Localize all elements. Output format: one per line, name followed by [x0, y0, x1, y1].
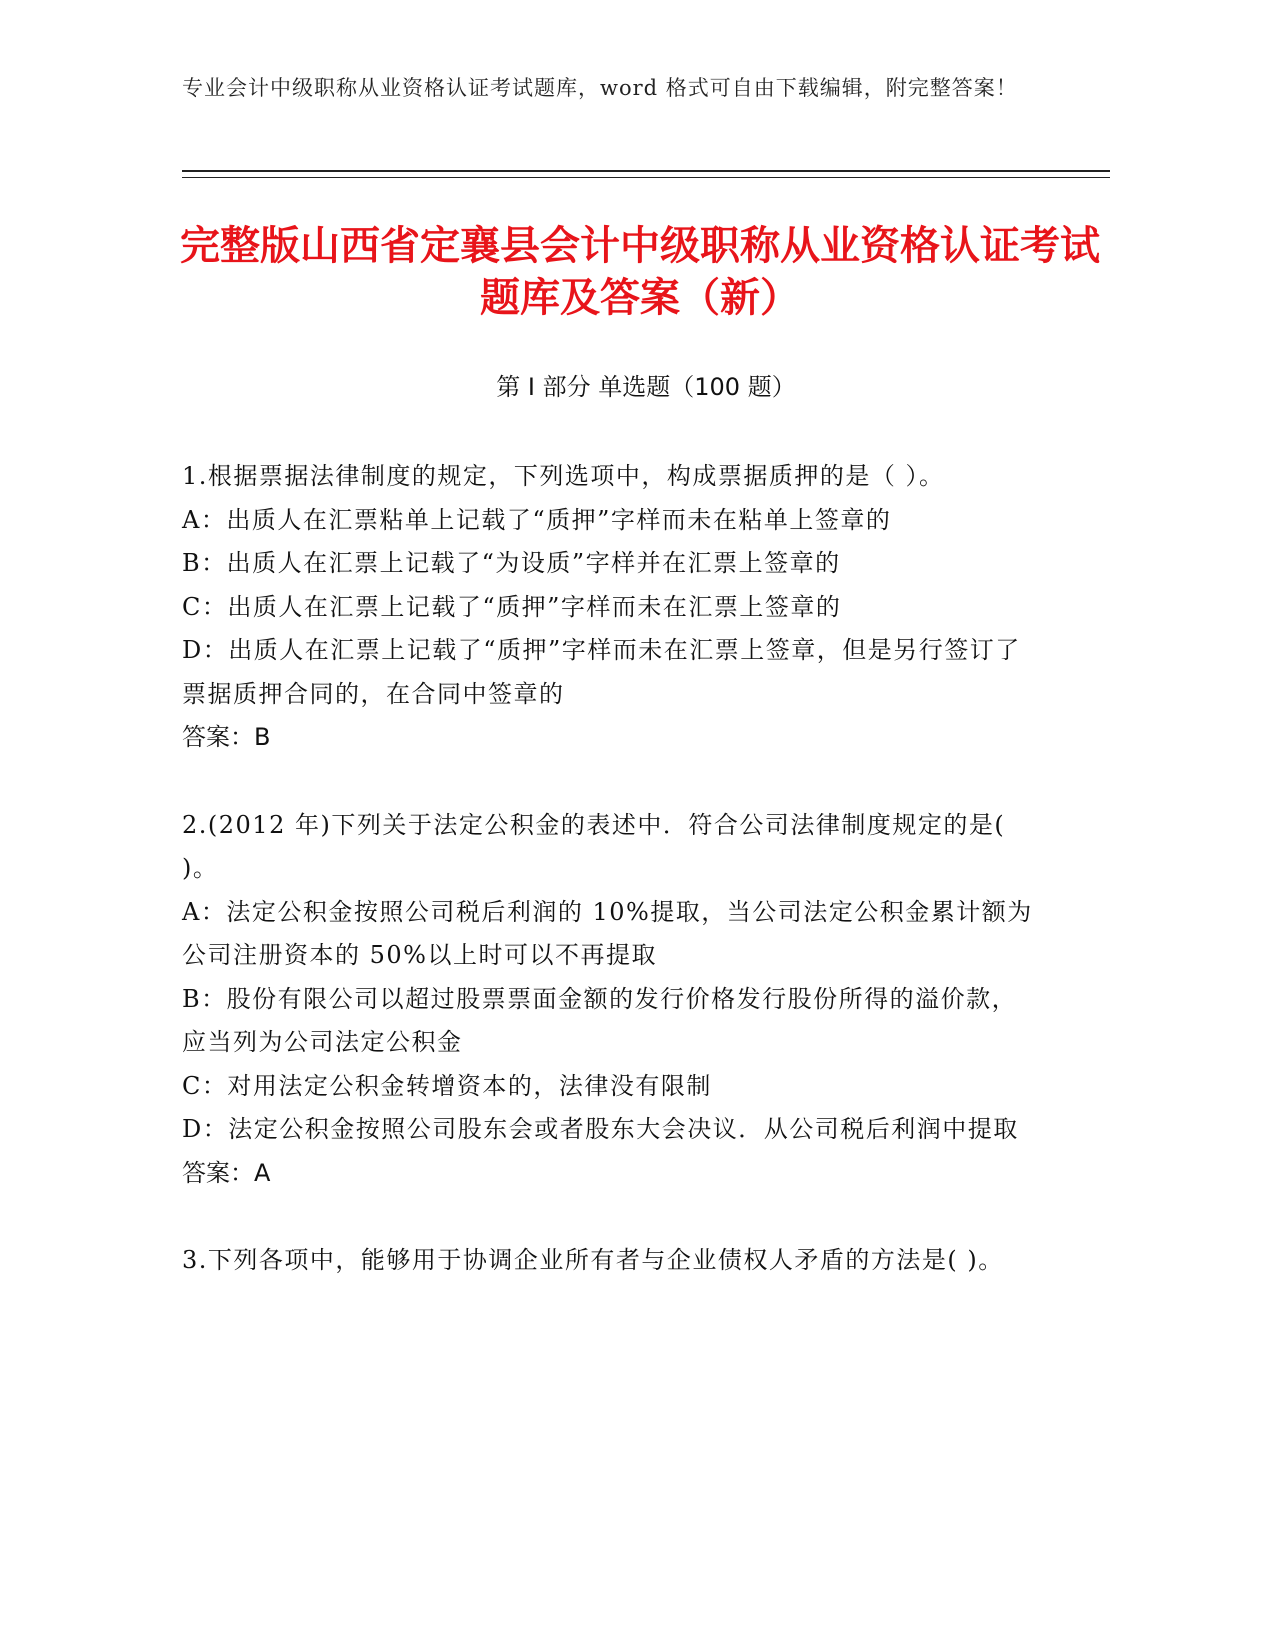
- question-list: [182, 455, 1042, 1327]
- option-c: C：对用法定公积金转增资本的，法律没有限制: [182, 1071, 712, 1100]
- option-c: C：出质人在汇票上记载了“质押”字样而未在汇票上签章的: [182, 592, 842, 621]
- option-a: A：法定公积金按照公司税后利润的 10%提取，当公司法定公积金累计额为公司注册资本的 50%以上时可以不再提取: [182, 897, 1033, 969]
- option-b: B：出质人在汇票上记载了“为设质”字样并在汇票上签章的: [182, 549, 841, 577]
- answer: 答案：A: [182, 1158, 271, 1187]
- option-d: D：法定公积金按照公司股东会或者股东大会决议．从公司税后利润中提取: [182, 1115, 1019, 1143]
- header-divider: [182, 170, 1110, 172]
- question-2: [182, 804, 1042, 1196]
- section-heading: 第 I 部分 单选题（100 题）: [496, 373, 796, 401]
- question-3: [182, 1239, 1042, 1283]
- question-stem: 3.下列各项中，能够用于协调企业所有者与企业债权人矛盾的方法是( )。: [182, 1246, 1004, 1274]
- question-stem: 2.(2012 年)下列关于法定公积金的表述中．符合公司法律制度规定的是( )。: [182, 810, 1006, 882]
- document-title: 完整版山西省定襄县会计中级职称从业资格认证考试题库及答案（新）: [180, 223, 1100, 321]
- answer: 答案：B: [182, 723, 271, 751]
- option-a: A：出质人在汇票粘单上记载了“质押”字样而未在粘单上签章的: [182, 505, 892, 534]
- question-stem: 1.根据票据法律制度的规定，下列选项中，构成票据质押的是（ ）。: [182, 462, 945, 490]
- option-d: D：出质人在汇票上记载了“质押”字样而未在汇票上签章，但是另行签订了票据质押合同的，在合同中签章的: [182, 636, 1021, 708]
- question-1: [182, 455, 1042, 760]
- header-note: 专业会计中级职称从业资格认证考试题库，word 格式可自由下载编辑，附完整答案！: [182, 76, 1018, 100]
- header-divider-thin: [182, 177, 1110, 178]
- option-b: B：股份有限公司以超过股票票面金额的发行价格发行股份所得的溢价款，应当列为公司法定公积金: [182, 984, 1018, 1056]
